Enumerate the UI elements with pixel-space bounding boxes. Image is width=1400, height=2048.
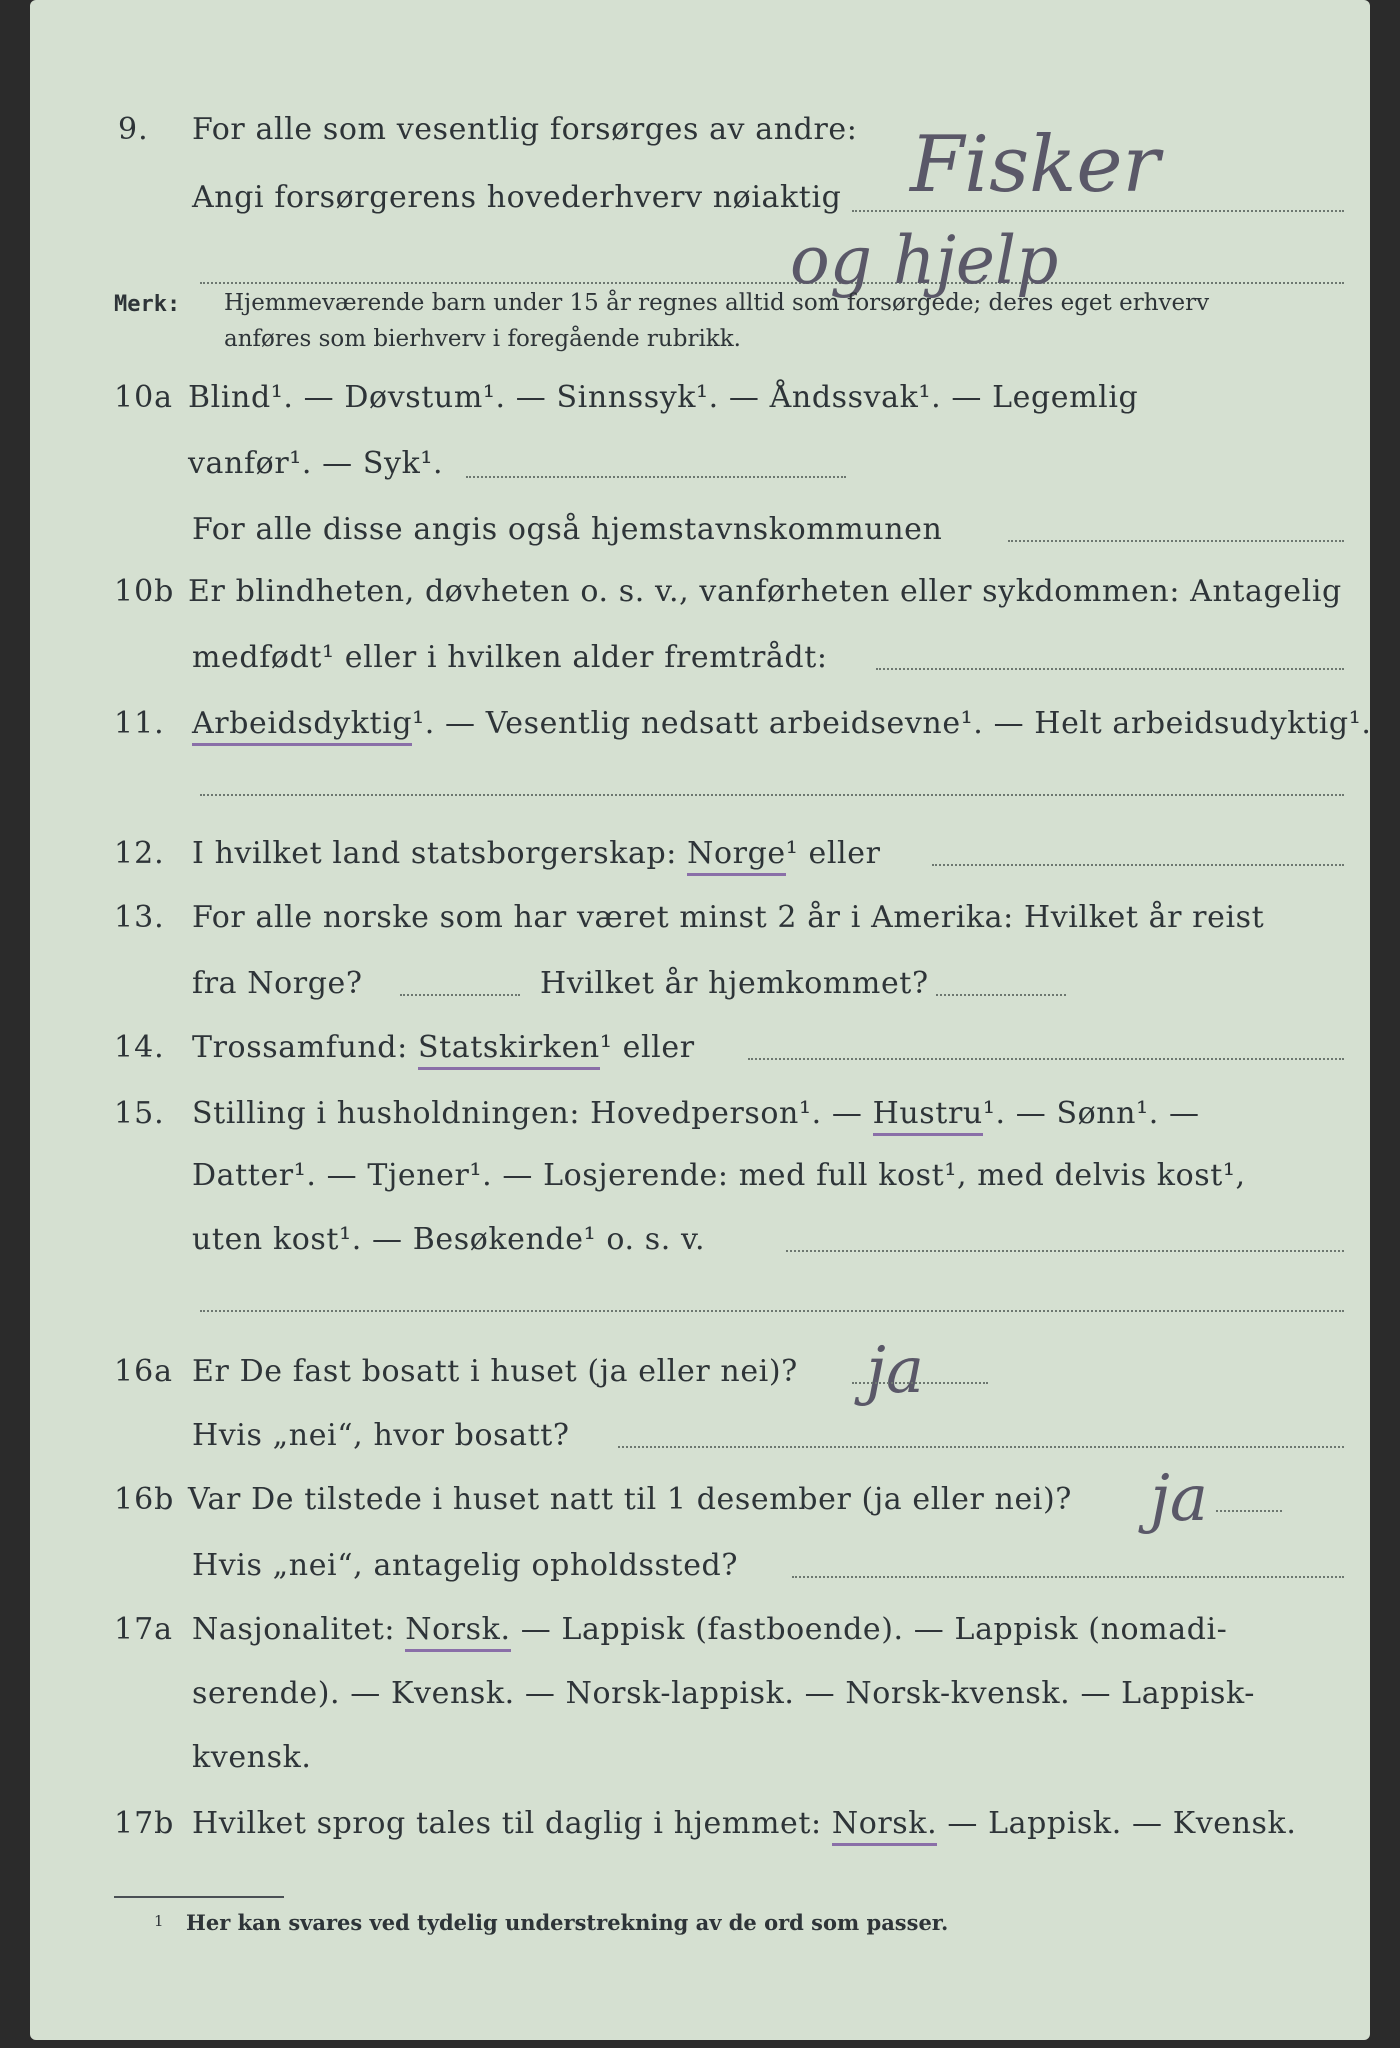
question-text	[192, 1030, 695, 1065]
answer-line	[618, 1446, 1344, 1448]
question-text: Angi forsørgerens hovederhverv nøiaktig	[192, 180, 842, 215]
question-text-post: ¹ eller	[785, 836, 881, 871]
question-text-pre: Hvilket sprog tales til daglig i hjemmet:	[192, 1806, 822, 1841]
question-text: medfødt¹ eller i hvilken alder fremtrådt:	[192, 640, 828, 675]
question-text: serende). — Kvensk. — Norsk-lappisk. — Norsk-kvensk. — Lappisk-	[192, 1676, 1255, 1711]
question-text: Var De tilstede i huset natt til 1 desember (ja eller nei)?	[188, 1482, 1072, 1517]
underlined-option: Norsk.	[832, 1806, 937, 1846]
underlined-option: Arbeidsdyktig	[192, 706, 412, 746]
question-number: 10a	[114, 380, 174, 415]
question-text-post: ¹. — Sønn¹. —	[982, 1096, 1200, 1131]
question-number: 12.	[114, 836, 165, 871]
question-text	[192, 836, 881, 871]
question-text-post: — Lappisk. — Kvensk.	[947, 1806, 1297, 1841]
underlined-option: Norsk.	[405, 1612, 510, 1652]
question-text-pre: Trossamfund:	[192, 1030, 408, 1065]
answer-line	[1008, 540, 1344, 542]
question-text: Blind¹. — Døvstum¹. — Sinnssyk¹. — Åndssvak¹. — Legemlig	[188, 380, 1139, 415]
question-text: vanfør¹. — Syk¹.	[188, 446, 444, 481]
underlined-option: Statskirken	[418, 1030, 600, 1070]
question-text: For alle som vesentlig forsørges av andre:	[192, 112, 858, 147]
question-number: 14.	[114, 1030, 165, 1065]
footnote-text: Her kan svares ved tydelig understrekning av de ord som passer.	[186, 1910, 949, 1935]
question-number: 17b	[114, 1806, 175, 1841]
question-text: Datter¹. — Tjener¹. — Losjerende: med full kost¹, med delvis kost¹,	[192, 1158, 1246, 1193]
answer-line	[200, 794, 1344, 796]
handwritten-answer: og hjelp	[790, 222, 1059, 299]
answer-line	[876, 668, 1344, 670]
underlined-option: Hustru	[873, 1096, 983, 1136]
answer-line	[852, 210, 1344, 212]
question-number: 17a	[114, 1612, 174, 1647]
underlined-option: Norge	[687, 836, 786, 876]
answer-line	[932, 864, 1344, 866]
question-text	[192, 706, 1371, 741]
question-text: For alle norske som har været minst 2 år i Amerika: Hvilket år reist	[192, 900, 1265, 935]
question-text: Hvis „nei“, hvor bosatt?	[192, 1418, 570, 1453]
answer-line	[400, 994, 520, 996]
question-text: kvensk.	[192, 1740, 312, 1775]
question-text-post: ¹ eller	[599, 1030, 695, 1065]
question-number: 9.	[118, 112, 149, 147]
question-text: Er De fast bosatt i huset (ja eller nei)?	[192, 1354, 798, 1389]
question-text-post: — Lappisk (fastboende). — Lappisk (nomadi-	[520, 1612, 1228, 1647]
handwritten-answer: ja	[1150, 1462, 1208, 1536]
question-text-pre: Nasjonalitet:	[192, 1612, 396, 1647]
question-number: 16b	[114, 1482, 175, 1517]
answer-line	[748, 1058, 1344, 1060]
answer-line	[200, 282, 1344, 284]
question-text: For alle disse angis også hjemstavnskommunen	[192, 512, 943, 547]
question-text	[192, 1806, 1296, 1841]
question-text	[192, 1096, 1200, 1131]
footnote-marker: 1	[154, 1912, 164, 1930]
merk-text: Hjemmeværende barn under 15 år regnes alltid som forsørgede; deres eget erhverv	[224, 290, 1210, 316]
answer-line	[936, 994, 1066, 996]
census-form-page	[30, 0, 1370, 2040]
handwritten-answer: ja	[866, 1334, 924, 1408]
question-text: uten kost¹. — Besøkende¹ o. s. v.	[192, 1222, 706, 1257]
answer-line	[786, 1250, 1344, 1252]
question-number: 10b	[114, 574, 175, 609]
question-text	[192, 1612, 1227, 1647]
question-number: 16a	[114, 1354, 174, 1389]
question-text: Er blindheten, døvheten o. s. v., vanførheten eller sykdommen: Antagelig	[188, 574, 1342, 609]
footnote-rule	[114, 1896, 284, 1898]
answer-line	[466, 476, 846, 478]
merk-text: anføres som bierhverv i foregående rubrikk.	[224, 326, 741, 352]
question-number: 15.	[114, 1096, 165, 1131]
question-text-pre: I hvilket land statsborgerskap:	[192, 836, 677, 871]
answer-line	[200, 1310, 1344, 1312]
question-text-pre: Stilling i husholdningen: Hovedperson¹. —	[192, 1096, 863, 1131]
question-text: Hvis „nei“, antagelig opholdssted?	[192, 1548, 739, 1583]
answer-line	[852, 1382, 988, 1384]
question-number: 13.	[114, 900, 165, 935]
answer-line	[1216, 1510, 1282, 1512]
question-text-rest: ¹. — Vesentlig nedsatt arbeidsevne¹. — Helt arbeidsudyktig¹.	[412, 706, 1372, 741]
merk-label: Merk:	[114, 292, 181, 317]
answer-line	[792, 1576, 1344, 1578]
question-text: Hvilket år hjemkommet?	[540, 966, 929, 1001]
question-number: 11.	[114, 706, 165, 741]
question-text: fra Norge?	[192, 966, 363, 1001]
handwritten-answer: Fisker	[910, 120, 1160, 210]
